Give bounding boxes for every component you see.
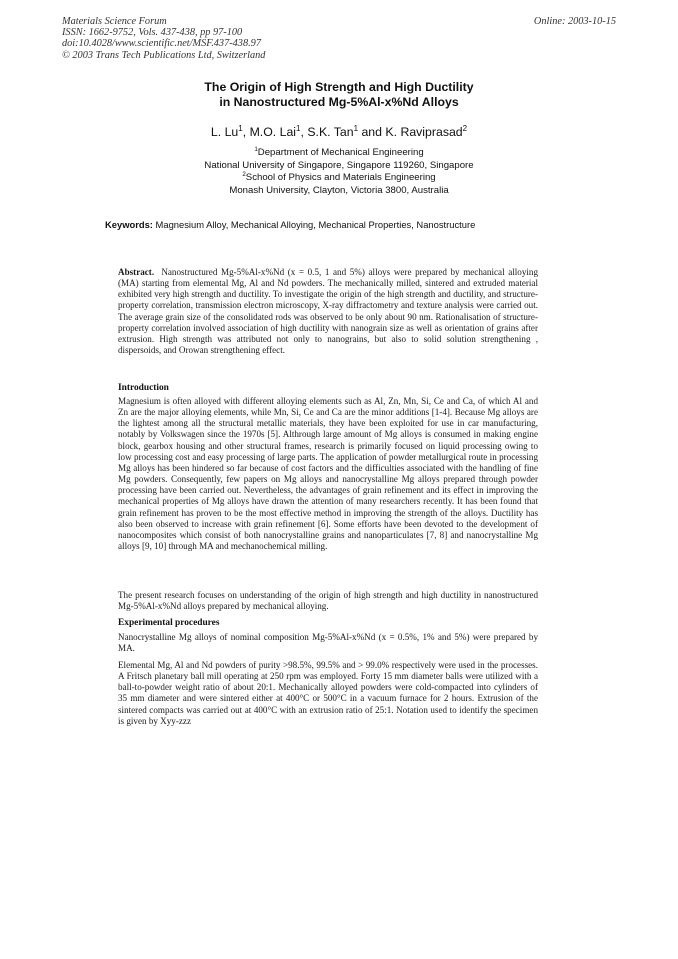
abstract-text: Nanostructured Mg-5%Al-x%Nd (x = 0.5, 1 and 5%) alloys were prepared by mechanical alloying (MA) starting from elemental Mg, Al and Nd powders. The mechanically milled, sintered and extruded material exhibited very high strength and ductility. To investigate the origin of the high strength and ductility, and structure-property correlation, transmission electron microscopy, X-ray diffractometry and texture analysis were carried out. The average grain size of the consolidated rods was observed to be only about 90 nm. Rationalisation of structure-property correlation involved association of high ductility with nanograin size as well as orientation of grains after extrusion. High strength was attributed not only to nanograins, but also to solid solution strengthening , dispersoids, and Orowan strengthening effect. xyxy=(118,267,539,356)
author-separator: , xyxy=(300,125,308,139)
affiliation-2-institution: Monash University, Clayton, Victoria 3800, Australia xyxy=(229,184,449,196)
author-name: K. Raviprasad xyxy=(385,125,463,139)
affil-1-line-1: Department of Mechanical Engineering xyxy=(257,147,424,158)
journal-name: Materials Science Forum xyxy=(62,16,167,27)
title-line-1: The Origin of High Strength and High Ductility xyxy=(204,80,474,94)
journal-header xyxy=(62,16,265,61)
paragraph-text: Elemental Mg, Al and Nd powders of purity >98.5%, 99.5% and > 99.0% respectively were used in the processes. A Fritsch planetary ball mill operating at 250 rpm was employed. Forty 15 mm diameter balls were utilized with a ball-to-powder weight ratio of about 20:1. Mechanically alloyed powders were cold-compacted into cylinders of 35 mm diameter and were sintered either at 400°C or 500°C in a vacuum furnace for 2 hours. Extrusion of the sintered compacts was carried out at 400°C with an extrusion ratio of 25:1. Notation used to identify the specimen is given by Xyy-zzz xyxy=(118,660,538,726)
introduction-paragraph-1 xyxy=(118,396,538,552)
author-name: S.K. Tan xyxy=(307,125,354,139)
abstract xyxy=(118,267,538,356)
title-line-2: in Nanostructured Mg-5%Al-x%Nd Alloys xyxy=(219,95,459,109)
section-heading-introduction: Introduction xyxy=(118,383,169,393)
author-affil-mark: 1 xyxy=(238,123,243,133)
online-date: Online: 2003-10-15 xyxy=(533,16,616,27)
affiliation-1-institution: National University of Singapore, Singapore 119260, Singapore xyxy=(204,159,474,171)
experimental-paragraph-1 xyxy=(118,632,538,654)
paragraph-text: Magnesium is often alloyed with different alloying elements such as Al, Zn, Mn, Si, Ce and Ca, of which Al and Zn are the major alloying elements, while Mn, Si, Ce and Ca are the minor additions [1-4]. Because Mg alloys are the lightest among all the structural metallic materials, they have been exploited for use in car manufacturing, notably by Volkswagen since the 1970s [5]. Althrough large amount of Mg alloys is consumed in making engine block, gearbox housing and other structural frames, research is primarily focused on liquid processing owing to low processing cost and easy processing of large parts. The application of powder metallurgical route in processing Mg alloys has been hindered so far because of cost factors and the difficulties associated with the handling of fine Mg powders. Consequently, few papers on Mg alloys and nanocrystalline Mg alloys prepared through powder processing have been carried out. Nevertheless, the advantages of grain refinement and its effect in improving the mechanical properties of Mg alloys have drawn the attention of many researchers recently. It has been found that grain refinement has proven to be the most effective method in improving the strength of the alloys. Ductility has also been observed to increase with grain refinement [6]. Some efforts have been devoted to the development of nanocomposites which consist of both nanocrystalline grains and nanoparticulates [7, 8] and nanocrystalline Mg alloys [9, 10] through MA and mechanochemical milling. xyxy=(118,396,538,552)
affil-mark-1: 1 xyxy=(254,145,258,153)
paper-title xyxy=(0,80,678,110)
keywords-label: Keywords: xyxy=(105,219,153,230)
section-heading-experimental: Experimental procedures xyxy=(118,618,220,628)
introduction-paragraph-2 xyxy=(118,590,538,612)
author-affil-mark: 1 xyxy=(296,123,301,133)
keywords xyxy=(105,219,475,230)
experimental-paragraph-2 xyxy=(118,660,538,727)
affiliation-1-dept xyxy=(0,147,678,160)
author-separator: and xyxy=(358,125,386,139)
abstract-label: Abstract. xyxy=(118,267,155,277)
paragraph-text: Nanocrystalline Mg alloys of nominal composition Mg-5%Al-x%Nd (x = 0.5%, 1% and 5%) were prepared by MA. xyxy=(118,632,538,654)
author-affil-mark: 2 xyxy=(462,123,468,133)
author-list xyxy=(0,125,678,139)
doi-line: doi:10.4028/www.scientific.net/MSF.437-438.97 xyxy=(62,38,261,50)
issn-line: ISSN: 1662-9752, Vols. 437-438, pp 97-100 xyxy=(62,27,243,39)
affil-2-line-1: School of Physics and Materials Engineering xyxy=(245,172,436,184)
affil-mark-2: 2 xyxy=(242,171,246,178)
affiliation-2-dept xyxy=(0,172,678,185)
copyright-line: © 2003 Trans Tech Publications Ltd, Switzerland xyxy=(62,49,266,61)
author-separator: , xyxy=(242,125,250,139)
keywords-text: Magnesium Alloy, Mechanical Alloying, Mechanical Properties, Nanostructure xyxy=(155,219,476,230)
author-affil-mark: 1 xyxy=(353,123,359,133)
author-name: L. Lu xyxy=(210,125,239,139)
affiliations xyxy=(0,147,678,197)
paragraph-text: The present research focuses on understanding of the origin of high strength and high ductility in nanostructured Mg-5%Al-x%Nd alloys prepared by mechanical alloying. xyxy=(118,590,538,612)
author-name: M.O. Lai xyxy=(249,125,297,139)
